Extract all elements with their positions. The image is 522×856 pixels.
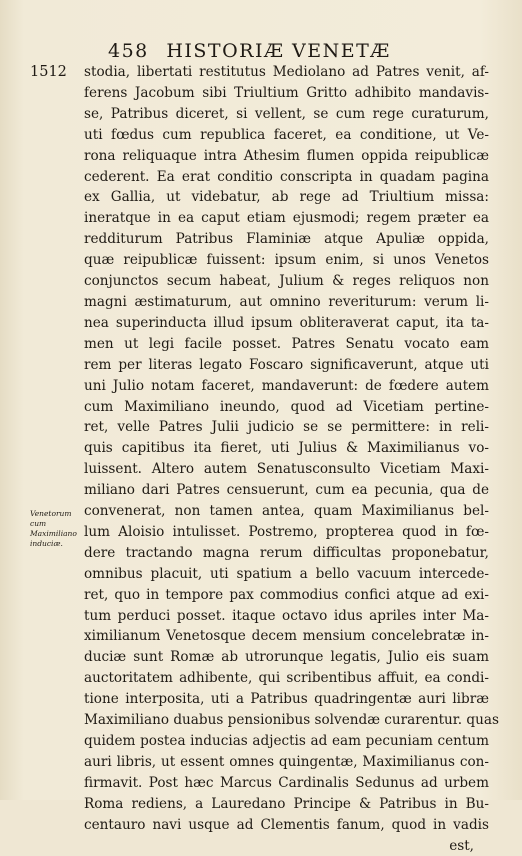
running-title: HISTORIÆ VENETÆ: [166, 40, 391, 62]
text-line: dere tractando magna rerum difficultas proponebatur,: [84, 544, 489, 561]
text-line: lum Aloisio intulisset. Postremo, propterea quod in fœ-: [84, 523, 489, 540]
text-line: convenerat, non tamen antea, quam Maximilianus bel-: [84, 503, 489, 520]
text-line: duciæ sunt Romæ ab utrorunque legatis, Julio eis suam: [84, 649, 489, 666]
text-line: ex Gallia, ut videbatur, ab rege ad Triultium missa:: [84, 189, 489, 206]
text-line: centauro navi usque ad Clementis fanum, quod in vadis: [84, 816, 489, 833]
text-line: tum perduci posset. itaque octavo idus apriles inter Ma-: [84, 607, 489, 624]
text-line: quis capitibus ita fieret, uti Julius & Maximilianus vo-: [84, 440, 489, 457]
text-line: firmavit. Post hæc Marcus Cardinalis Sedunus ad urbem: [84, 774, 489, 791]
text-line: Roma rediens, a Lauredano Principe & Patribus in Bu-: [84, 795, 489, 812]
text-line: men ut legi facile posset. Patres Senatu vocato eam: [84, 335, 489, 352]
running-header: [108, 40, 391, 62]
text-line: quæ reipublicæ fuissent: ipsum enim, si unos Venetos: [84, 252, 489, 269]
text-line: omnibus placuit, uti spatium a bello vacuum intercede-: [84, 565, 489, 582]
text-line: ret, velle Patres Julii judicio se se permittere: in reli-: [84, 419, 489, 436]
page-number: 458: [108, 40, 149, 62]
text-line: ferens Jacobum sibi Triultium Gritto adhibito mandavis-: [84, 84, 489, 101]
body-text: [84, 62, 499, 856]
text-line: ret, quo in tempore pax commodius confici atque ad exi-: [84, 586, 489, 603]
text-line: rona reliquaque intra Athesim flumen oppida reipublicæ: [84, 147, 489, 164]
margin-year: 1512: [30, 64, 67, 80]
text-line: redditurum Patribus Flaminiæ atque Apuliæ oppida,: [84, 231, 489, 248]
text-line: magni æstimaturum, aut omnino reveriturum: verum li-: [84, 293, 489, 310]
text-line: auctoritatem adhibente, qui scribentibus affuit, ea condi-: [84, 670, 489, 687]
text-line: ximilianum Venetosque decem mensium concelebratæ in-: [84, 628, 489, 645]
text-line: rem per literas legato Foscaro significaverunt, atque uti: [84, 356, 489, 373]
text-line: uni Julio notam faceret, mandaverunt: de fœdere autem: [84, 377, 489, 394]
text-line: luissent. Altero autem Senatusconsulto Vicetiam Maxi-: [84, 461, 489, 478]
text-line: auri libris, ut essent omnes quingentæ, Maximilianus con-: [84, 753, 489, 770]
margin-note: Venetorum cum Maximiliano induciæ.: [30, 509, 77, 548]
text-line: stodia, libertati restitutus Mediolano ad Patres venit, af-: [84, 64, 489, 80]
text-line: uti fœdus cum republica faceret, ea conditione, ut Ve-: [84, 126, 489, 143]
text-line: conjunctos secum habeat, Julium & reges reliquos non: [84, 273, 489, 290]
text-line: est,: [449, 837, 474, 854]
text-line: cum Maximiliano ineundo, quod ad Vicetiam pertine-: [84, 398, 489, 415]
text-line: miliano dari Patres censuerunt, cum ea pecunia, qua de: [84, 482, 489, 499]
text-line: quidem postea inducias adjectis ad eam pecuniam centum: [84, 733, 489, 749]
text-line: cederent. Ea erat conditio conscripta in quadam pagina: [84, 168, 489, 185]
text-line: tione interposita, uti a Patribus quadringentæ auri libræ: [84, 691, 489, 708]
text-line: nea superinducta illud ipsum obliteraverat caput, ita ta-: [84, 314, 489, 331]
text-line: Maximiliano duabus pensionibus solvendæ curarentur. quas: [84, 712, 499, 729]
text-line: ineratque in ea caput etiam ejusmodi; regem præter ea: [84, 210, 489, 227]
text-line: se, Patribus diceret, si vellent, se cum rege curaturum,: [84, 105, 489, 122]
